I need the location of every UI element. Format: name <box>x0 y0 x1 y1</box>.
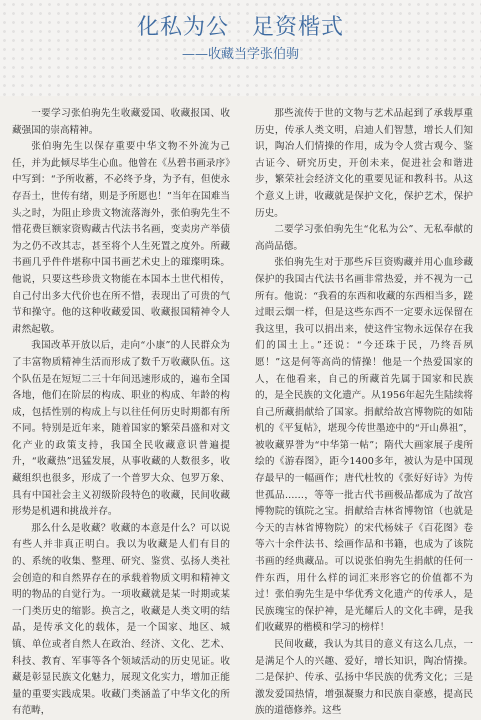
paragraph: 张伯驹先生对于那些斥巨资购藏并用心血珍藏保护的我国古代法书名画非常热爱，并不视为一己所有。他说：“我看的东西和收藏的东西相当多，蹉过眼云烟一样，但是这些东西不一定要永远保留在我这里，我可以捐出来，使这件宝物永远保存在我们的国土上。”还说：“今还珠于民，乃终吾夙愿！”这是何等高尚的情操！他是一个热爱国家的人，在他看来，自己的所藏首先属于国家和民族的，是全民族的文化遗产。从1956年起先生陆续将自己所藏捐献给了国家。捐献给故宫博物院的如陆机的《平复帖》，堪现今传世墨迹中的“开山鼻祖”，被收藏界誉为“中华第一帖”；隋代大画家展子虔所绘的《游春图》，距今1400多年，被认为是中国现存最早的一幅画作；唐代杜牧的《张好好诗》为传世孤品……，等等一批古代书画极品都成为了故宫博物院的镇院之宝。捐献给吉林省博物馆（也就是今天的吉林省博物院）的宋代杨妹子《百花图》卷等六十余件法书、绘画作品和书籍，也成为了该院书画的经典藏品。可以说张伯驹先生捐献的任何一件东西，用什么样的词汇来形容它的价值都不为过！张伯驹先生是中华优秀文化遗产的传承人，是民族瑰宝的保护神，是光耀后人的文化丰碑，是我们收藏界的楷模和学习的榜样！ <box>255 257 473 634</box>
left-text-column <box>12 106 230 720</box>
paragraph: 一要学习张伯驹先生收藏爱国、收藏报国、收藏强国的崇高精神。 <box>12 108 230 136</box>
paragraph: 那些流传于世的文物与艺术品起到了承载厚重历史，传承人类文明，启迪人们智慧，增长人们知识，陶冶人们情操的作用，成为令人赏古观今、鉴古证今、研究历史，开创未来，促进社会和谐进步，繁荣社会经济文化的重要见证和教科书。从这个意义上讲，收藏就是保护文化，保护艺术，保护历史。 <box>255 108 473 219</box>
article-header <box>0 0 481 96</box>
right-text-column <box>255 106 473 720</box>
paragraph: 二要学习张伯驹先生“化私为公”、无私奉献的高尚品德。 <box>255 224 473 252</box>
article-title: 化私为公 足资楷式 <box>136 15 344 40</box>
paragraph: 民间收藏，我认为其目的意义有这么几点，一是满足个人的兴趣、爱好，增长知识，陶冶情操。二是保护、传承、弘扬中华民族的优秀文化；三是激发爱国热情，增强凝聚力和民族自豪感，提高民族的道德修养。这些 <box>255 639 473 717</box>
article-subtitle: ——收藏当学张伯驹 <box>181 47 299 62</box>
paragraph: 张伯驹先生以保存重要中华文物不外流为己任，并为此倾尽毕生心血。他曾在《丛碧书画录序》中写到：“予所收蓄，不必终予身，为予有，但使永存吾土，世传有绪，则是予所愿也！”当年在国难当头之时，为阻止珍贵文物流落海外，张伯驹先生不惜花费巨额家资购藏古代法书名画，变卖房产举债为之仍不改其志，甚至将个人生死置之度外。所藏书画几乎件件堪称中国书画艺术史上的璀璨明珠。他说，只要这些珍贵文物能在本国本土世代相传，自己付出多大代价也在所不惜，表现出了可贵的气节和操守。他的这种收藏爱国、收藏报国精神令人肃然起敬。 <box>12 141 230 335</box>
paragraph: 我国改革开放以后，走向“小康”的人民群众为了丰富物质精神生活而形成了数千万收藏队伍。这个队伍是在短短二三十年间迅速形成的，遍布全国各地，他们在阶层的构成、职业的构成、年龄的构成，包括性别的构成上与以往任何历史时期都有所不同。特别是近年来，随着国家的繁荣昌盛和对文化产业的政策支持，我国全民收藏意识普遍提升，“收藏热”迅猛发展，从事收藏的人数很多，收藏组织也很多，形成了一个普罗大众、包罗万象、具有中国社会主义初级阶段特色的收藏，民间收藏形势是机遇和挑战并存。 <box>12 340 230 518</box>
paragraph: 那么什么是收藏？收藏的本意是什么？可以说有些人并非真正明白。我以为收藏是人们有目的的、系统的收集、整理、研究、鉴赏、弘扬人类社会创造的和自然界存在的承载着物质文明和精神文明的物品的自觉行为。一项收藏就是某一时期或某一门类历史的缩影。换言之，收藏是人类文明的结晶，是传承文化的载体，是一个国家、地区、城镇、单位或者自然人在政治、经济、文化、艺术、科技、教育、军事等各个领域活动的历史见证。收藏是彰显民族文化魅力，展现文化实力，增加正能量的重要实践成果。收藏门类涵盖了中华文化的所有范畴， <box>12 522 230 717</box>
